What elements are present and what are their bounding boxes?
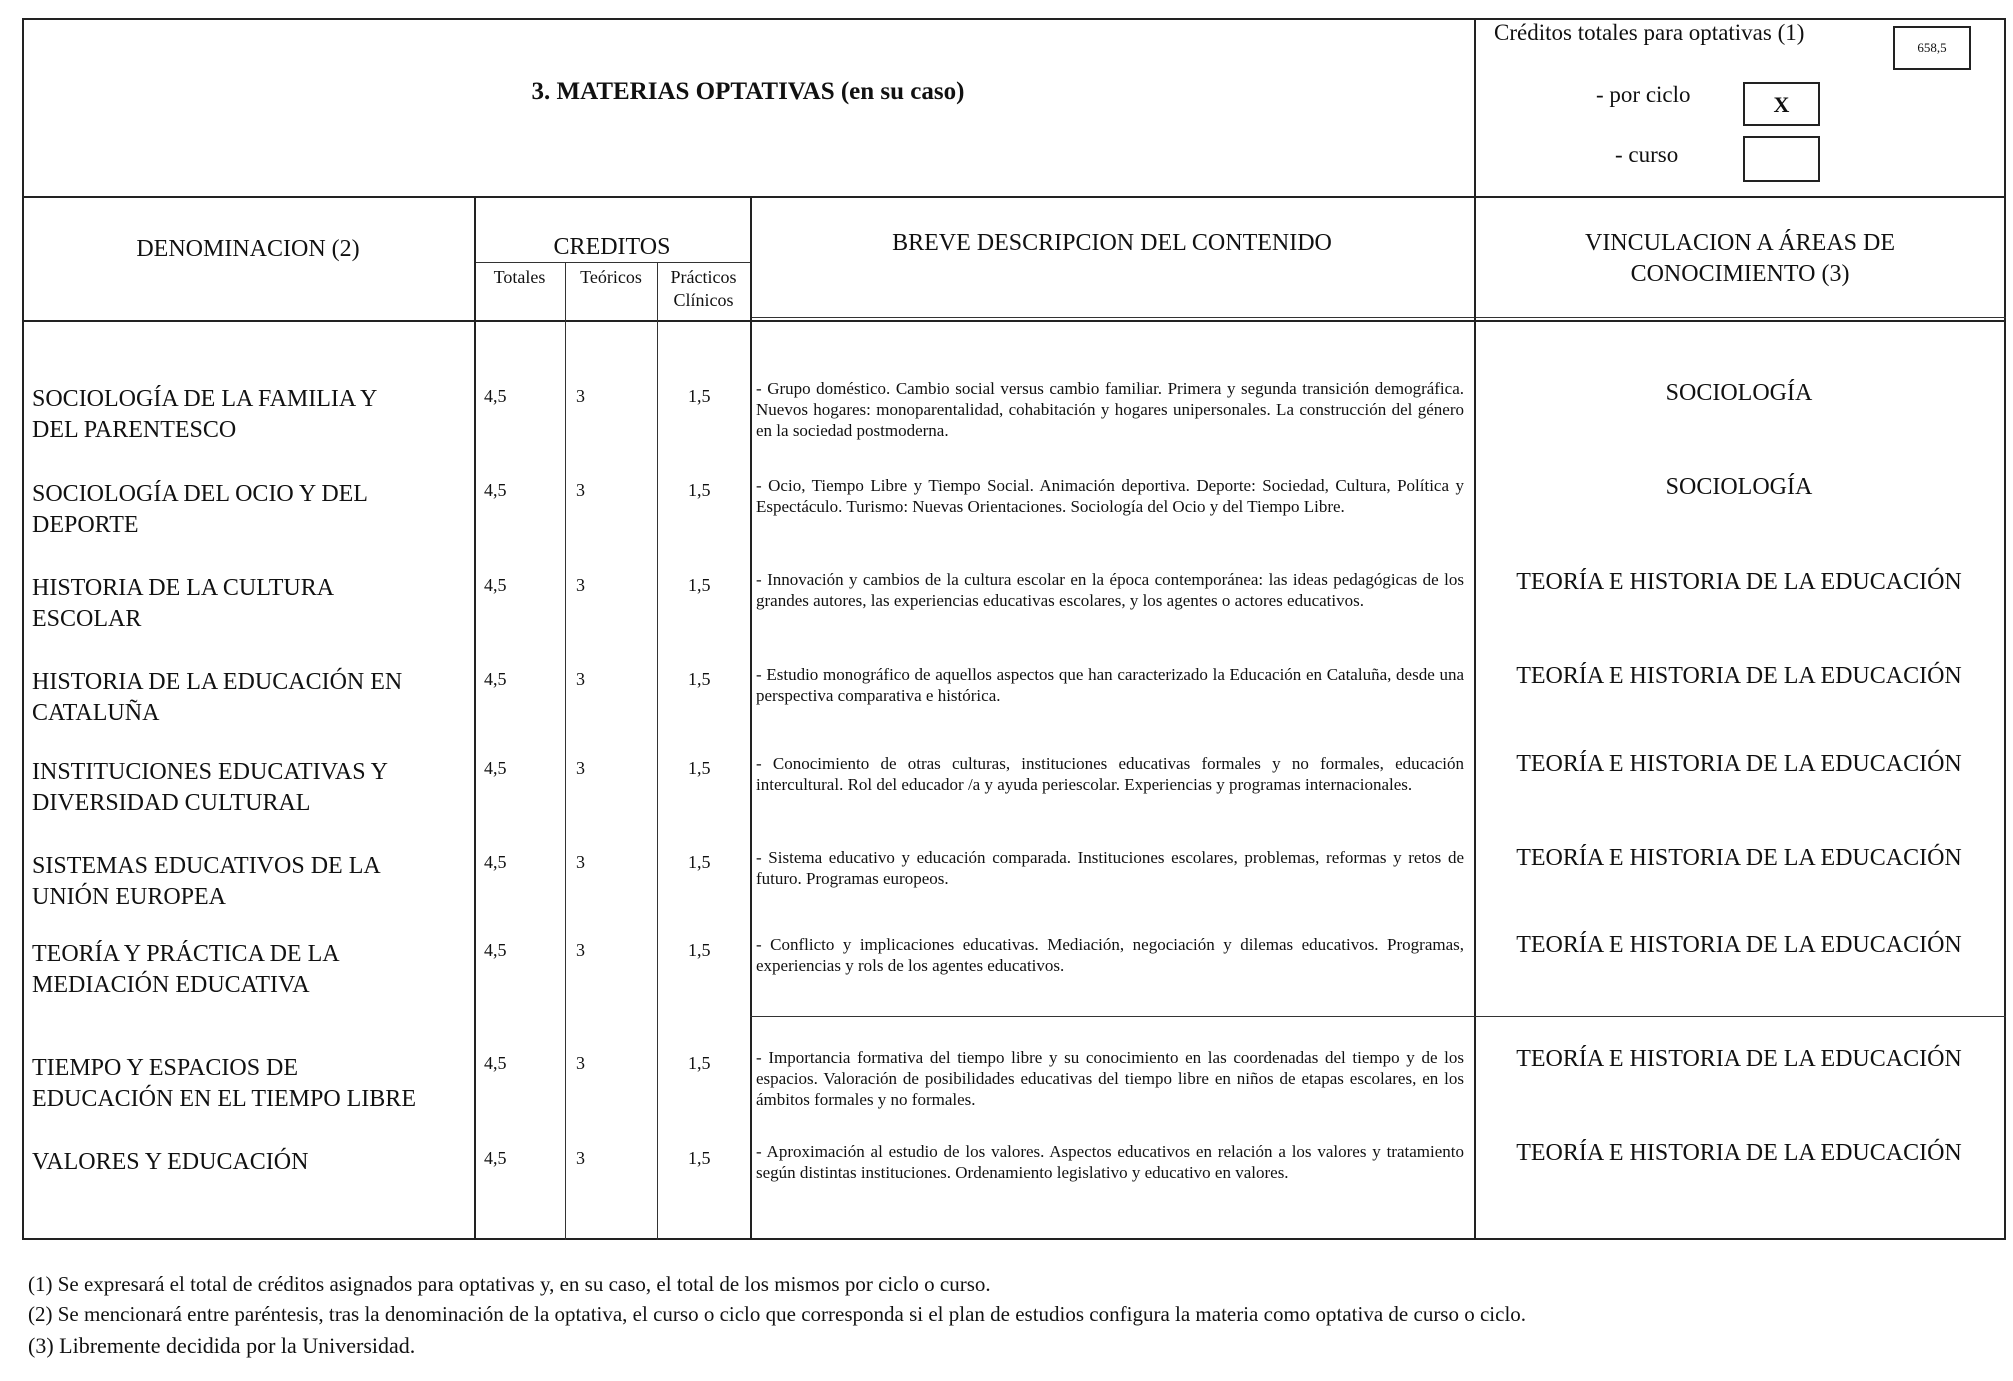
creditos-totales-value: 658,5 (1917, 40, 1947, 55)
footnote-1: (1) Se expresará el total de créditos asignados para optativas y, en su caso, el total de los mismos por ciclo o curso. (28, 1272, 991, 1296)
row-practicos: 1,5 (688, 940, 711, 960)
col-rule-3 (1474, 18, 1476, 1240)
row-name-line2: MEDIACIÓN EDUCATIVA (32, 972, 310, 998)
row-area: SOCIOLOGÍA (1665, 474, 1813, 500)
col-header-vinculacion-2: CONOCIMIENTO (3) (1630, 261, 1850, 287)
row-practicos: 1,5 (688, 758, 711, 778)
credits-rule-a (565, 262, 566, 1240)
row-description: - Aproximación al estudio de los valores. Aspectos educativos en relación a los valores y tratamiento según distintas instituciones. Ordenamiento legislativo y educativo en valores. (756, 1142, 1464, 1182)
row-teoricos: 3 (576, 852, 585, 872)
header-divider (22, 196, 2006, 198)
column-header-divider (22, 320, 2006, 322)
row-teoricos: 3 (576, 1053, 585, 1073)
row-practicos: 1,5 (688, 852, 711, 872)
row-teoricos: 3 (576, 940, 585, 960)
subheader-divider (750, 317, 2006, 318)
row-name-line2: DEPORTE (32, 512, 139, 538)
col-header-descripcion: BREVE DESCRIPCION DEL CONTENIDO (892, 230, 1332, 256)
por-ciclo-mark: X (1773, 92, 1790, 117)
row-practicos: 1,5 (688, 386, 711, 406)
row-name-line2: DEL PARENTESCO (32, 417, 237, 443)
row-description: - Conflicto y implicaciones educativas. Mediación, negociación y dilemas educativos. Programas, experiencias y rols de los agentes educativos. (756, 935, 1464, 975)
row-totales: 4,5 (484, 575, 507, 595)
por-ciclo-checkbox[interactable] (1743, 82, 1820, 126)
row-description: - Sistema educativo y educación comparada. Instituciones escolares, problemas, reformas y retos de futuro. Programas europeos. (756, 848, 1464, 888)
row-teoricos: 3 (576, 480, 585, 500)
row-name-line1: VALORES Y EDUCACIÓN (32, 1149, 309, 1175)
row-teoricos: 3 (576, 1148, 585, 1168)
footnote-2: (2) Se mencionará entre paréntesis, tras la denominación de la optativa, el curso o ciclo que corresponda si el plan de estudios configura la materia como optativa de curso o ciclo. (28, 1302, 1527, 1326)
row-practicos: 1,5 (688, 575, 711, 595)
row-teoricos: 3 (576, 575, 585, 595)
row-area: SOCIOLOGÍA (1665, 380, 1813, 406)
col-header-creditos: CREDITOS (553, 234, 671, 260)
row-totales: 4,5 (484, 852, 507, 872)
row-name-line1: INSTITUCIONES EDUCATIVAS Y (32, 759, 389, 785)
row-name-line2: CATALUÑA (32, 700, 160, 726)
creditos-totales-label: Créditos totales para optativas (1) (1494, 20, 1805, 45)
row-practicos: 1,5 (688, 1148, 711, 1168)
col-header-vinculacion-1: VINCULACION A ÁREAS DE (1584, 230, 1895, 256)
row-name-line2: UNIÓN EUROPEA (32, 884, 226, 910)
row-area: TEORÍA E HISTORIA DE LA EDUCACIÓN (1516, 1140, 1962, 1166)
section-title: 3. MATERIAS OPTATIVAS (en su caso) (531, 78, 965, 105)
row-name-line1: TEORÍA Y PRÁCTICA DE LA (32, 941, 340, 967)
row-description: - Innovación y cambios de la cultura escolar en la época contemporánea: las ideas pedagógicas de los grandes autores, las experiencias educativas escolares, y los agentes o actores educativos. (756, 570, 1464, 610)
row-description: - Conocimiento de otras culturas, instituciones educativas formales y no formales, educación intercultural. Rol del educador /a y ayuda periescolar. Experiencias y programas internacionales. (756, 754, 1464, 794)
credits-rule-b (657, 262, 658, 1240)
footnote-3: (3) Libremente decidida por la Universidad. (28, 1333, 416, 1358)
row-name-line1: SOCIOLOGÍA DEL OCIO Y DEL (32, 481, 368, 507)
row-area: TEORÍA E HISTORIA DE LA EDUCACIÓN (1516, 751, 1962, 777)
col-header-totales: Totales (493, 267, 546, 287)
row-teoricos: 3 (576, 669, 585, 689)
row-name-line1: HISTORIA DE LA EDUCACIÓN EN (32, 669, 403, 695)
row-description: - Ocio, Tiempo Libre y Tiempo Social. Animación deportiva. Deporte: Sociedad, Cultura, Política y Espectáculo. Turismo: Nuevas Orientaciones. Sociología del Ocio y del Tiempo Libre. (756, 476, 1464, 516)
row-totales: 4,5 (484, 669, 507, 689)
row-totales: 4,5 (484, 1053, 507, 1073)
col-header-teoricos: Teóricos (580, 267, 642, 287)
col-rule-1 (474, 196, 476, 1240)
row-name-line1: SOCIOLOGÍA DE LA FAMILIA Y (32, 386, 378, 412)
row-description: - Importancia formativa del tiempo libre y su conocimiento en las coordenadas del tiempo y de los espacios. Valoración de posibilidades educativas del tiempo libre en niños de etapas escolares, en los ámbitos formales y no formales. (756, 1048, 1464, 1109)
row-name-line1: TIEMPO Y ESPACIOS DE (32, 1055, 299, 1081)
row-gap-rule (750, 1016, 2006, 1017)
row-area: TEORÍA E HISTORIA DE LA EDUCACIÓN (1516, 1046, 1962, 1072)
row-teoricos: 3 (576, 758, 585, 778)
col-header-practicos: Prácticos Clínicos (670, 267, 737, 310)
row-name-line1: HISTORIA DE LA CULTURA (32, 575, 335, 601)
row-teoricos: 3 (576, 386, 585, 406)
row-totales: 4,5 (484, 480, 507, 500)
col-rule-2 (750, 196, 752, 1240)
curso-checkbox[interactable] (1743, 136, 1820, 182)
col-header-denominacion: DENOMINACION (2) (136, 236, 360, 262)
row-description: - Estudio monográfico de aquellos aspectos que han caracterizado la Educación en Cataluña, desde una perspectiva comparativa e histórica. (756, 665, 1464, 705)
row-practicos: 1,5 (688, 480, 711, 500)
row-name-line2: EDUCACIÓN EN EL TIEMPO LIBRE (32, 1086, 416, 1112)
creditos-totales-box (1893, 26, 1971, 70)
curso-label: - curso (1615, 142, 1679, 167)
row-totales: 4,5 (484, 386, 507, 406)
row-name-line2: DIVERSIDAD CULTURAL (32, 790, 311, 816)
row-area: TEORÍA E HISTORIA DE LA EDUCACIÓN (1516, 932, 1962, 958)
row-name-line1: SISTEMAS EDUCATIVOS DE LA (32, 853, 381, 879)
por-ciclo-label: - por ciclo (1596, 82, 1691, 107)
row-totales: 4,5 (484, 1148, 507, 1168)
row-area: TEORÍA E HISTORIA DE LA EDUCACIÓN (1516, 663, 1962, 689)
row-area: TEORÍA E HISTORIA DE LA EDUCACIÓN (1516, 845, 1962, 871)
row-area: TEORÍA E HISTORIA DE LA EDUCACIÓN (1516, 569, 1962, 595)
row-practicos: 1,5 (688, 669, 711, 689)
row-name-line2: ESCOLAR (32, 606, 142, 632)
row-totales: 4,5 (484, 758, 507, 778)
row-practicos: 1,5 (688, 1053, 711, 1073)
row-totales: 4,5 (484, 940, 507, 960)
row-description: - Grupo doméstico. Cambio social versus cambio familiar. Primera y segunda transición demográfica. Nuevos hogares: monoparentalidad, cohabitación y hogares unipersonales. La construcción del género en la sociedad postmoderna. (756, 379, 1464, 440)
